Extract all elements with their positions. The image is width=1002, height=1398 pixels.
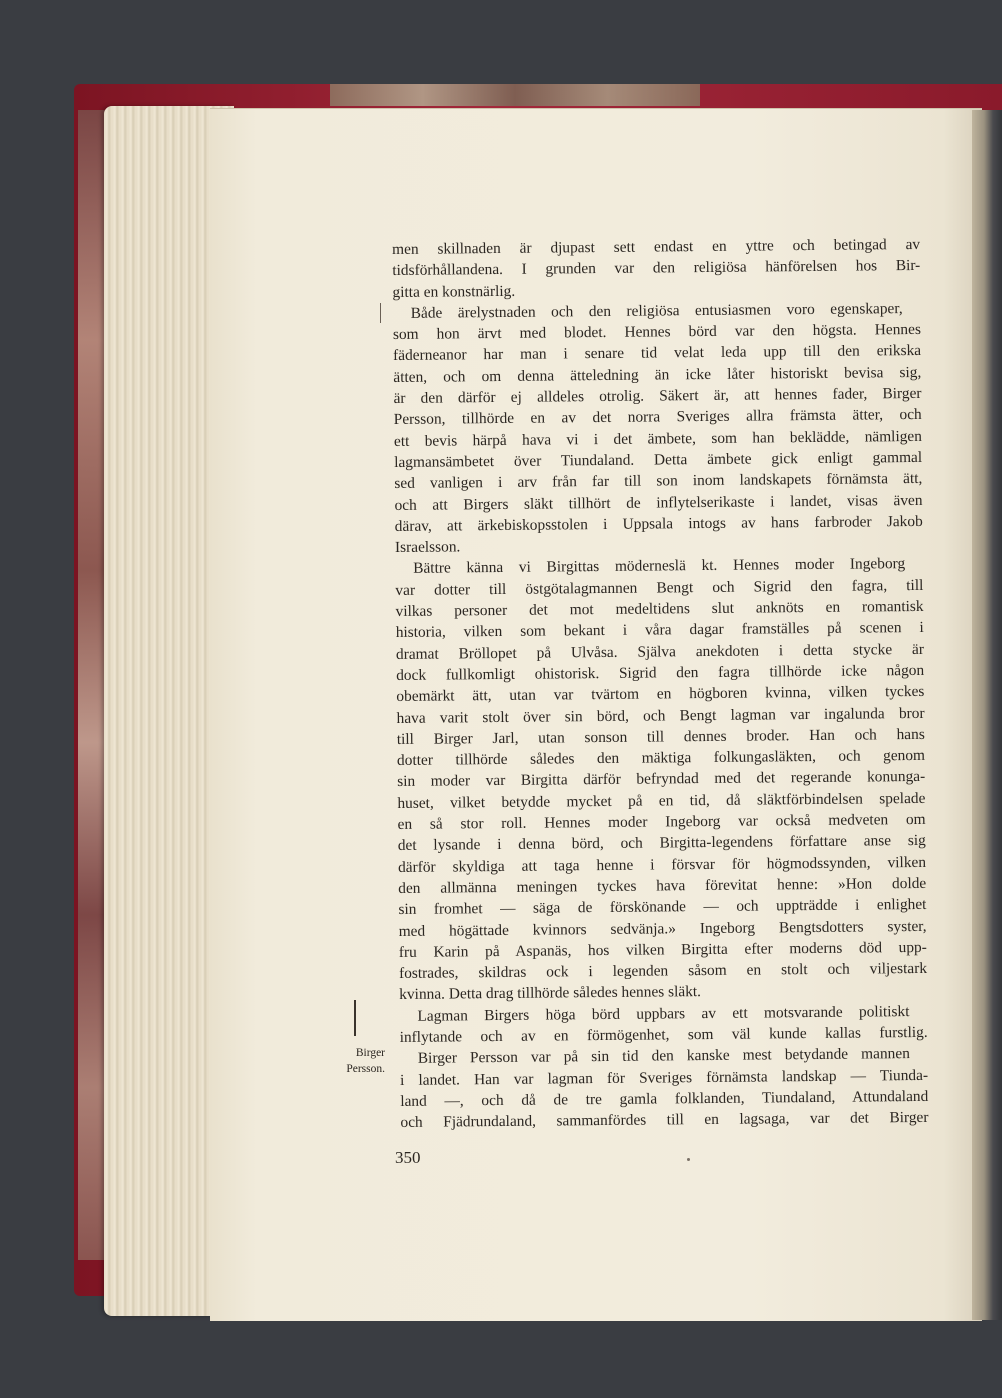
text-line: dock fullkomligt ohistorisk. Sigrid den fagra tillhörde icke någon [396,661,925,684]
text-line: sed vanligen i arv från far till son inom landskapets förnämsta ätt, [394,470,923,493]
text-line: Både ärelystnaden och den religiösa entusiasmen voro egenskaper, [410,299,903,322]
ink-speck [687,1158,690,1161]
text-line: Lagman Birgers höga börd uppbars av ett motsvarande politiskt [417,1002,910,1025]
text-line: obemärkt ätt, utan var tvärtom en högboren kvinna, vilken tyckes [396,683,925,706]
text-line: Israelsson. [394,538,461,557]
text-line: Birger Persson var på sin tid den kanske mest betydande mannen [417,1045,910,1068]
text-line: i landet. Han var lagman för Sveriges förnämsta landskap — Tiunda- [399,1066,929,1089]
margin-note-line: Birger [355,1047,385,1059]
margin-note-line: Persson. [346,1063,385,1075]
margin-note [331,1045,385,1077]
text-line: fäderneanor har man i senare tid velat leda upp till den erikska [393,342,922,365]
text-line: som hon ärvt med blodet. Hennes börd var den högsta. Hennes [392,321,921,344]
text-line: den allmänna meningen tyckes hava förevitat henne: »Hon dolde [398,874,927,897]
text-line: ätten, och om denna ätteledning än icke låter historiskt bevisa sig, [393,363,922,386]
text-line: fostrades, skildras ock i legenden såsom en stolt och viljestark [398,959,928,983]
text-line: men skillnaden är djupast sett endast en yttre och betingad av [392,235,921,258]
text-line: därför skyldiga att taga henne i försvar för högmodssynden, vilken [397,853,927,876]
text-line: Bättre känna vi Birgittas möderneslä kt. Hennes moder Ingeborg [413,555,906,578]
text-line: gitta en konstnärlig. [392,282,516,301]
text-line: kvinna. Detta drag tillhörde således hennes släkt. [399,983,702,1004]
text-line: en så stor roll. Hennes moder Ingeborg var också medveten om [397,810,926,833]
book-gutter [972,110,1002,1320]
text-line: huset, vilket betydde mycket på en tid, då släktförbindelsen spelade [397,789,926,812]
text-line: var dotter till östgötalagmannen Bengt och Sigrid den fagra, till [395,576,924,599]
text-line: sin moder var Birgitta därför befryndad med det regerande konunga- [397,768,926,791]
text-line: med högättade kvinnors sedvänja.» Ingeborg Bengtsdotters syster, [398,917,927,940]
text-line: vilkas personer det mot medeltidens slut anknöts en romantisk [395,597,924,621]
text-line: därav, att ärkebiskopsstolen i Uppsala intogs av hans farbroder Jakob [394,512,923,535]
marbled-edge [330,84,700,106]
text-line: Persson, tillhörde en av det norra Sveriges allra främsta ätter, och [393,406,922,429]
text-line: och att Birgers släkt tillhört de inflytelserikaste i landet, visas även [394,491,923,514]
text-line: är den därför ej alldeles otrolig. Säkert är, att hennes fader, Birger [393,385,922,408]
text-line: historia, vilken som bekant i våra dagar framställes på scenen i [395,619,924,642]
text-line: tidsförhållandena. I grunden var den religiösa hänförelsen hos Bir- [392,257,921,280]
text-line: ett bevis härpå hava vi i det ämbete, som han beklädde, nämligen [393,427,922,450]
text-line: dramat Bröllopet på Ulvåsa. Själva anekdoten i detta stycke är [395,640,925,663]
text-line: sin fromhet — säga de förskönande — och uppträdde i enlighet [398,896,927,919]
text-line: det lysande i denna börd, och Birgitta-legendens författare anse sig [397,832,926,855]
text-line: till Birger Jarl, utan sonson till dennes broder. Han och hans [396,725,925,748]
margin-line-mark [380,303,381,323]
text-line: fru Karin på Aspanäs, hos vilken Birgitta efter moderns död upp- [398,938,927,961]
text-line: land —, och då de tre gamla folklanden, Tiundaland, Attundaland [400,1087,929,1110]
text-line: dotter tillhörde således den mäktiga folkungasläkten, och genom [396,747,926,770]
body-text [392,234,929,1133]
text-line: och Fjädrundaland, sammanfördes till en lagsaga, var det Birger [400,1109,929,1132]
text-line: lagmansämbetet över Tiundaland. Detta ämbete gick enligt gammal [394,448,923,471]
margin-bracket-mark [354,1000,356,1036]
text-line: inflytande och av en förmögenhet, som väl kunde kallas furstlig. [399,1023,928,1046]
page-number: 350 [395,1148,421,1167]
text-line: hava varit stolt över sin börd, och Bengt lagman var ingalunda bror [396,704,925,727]
